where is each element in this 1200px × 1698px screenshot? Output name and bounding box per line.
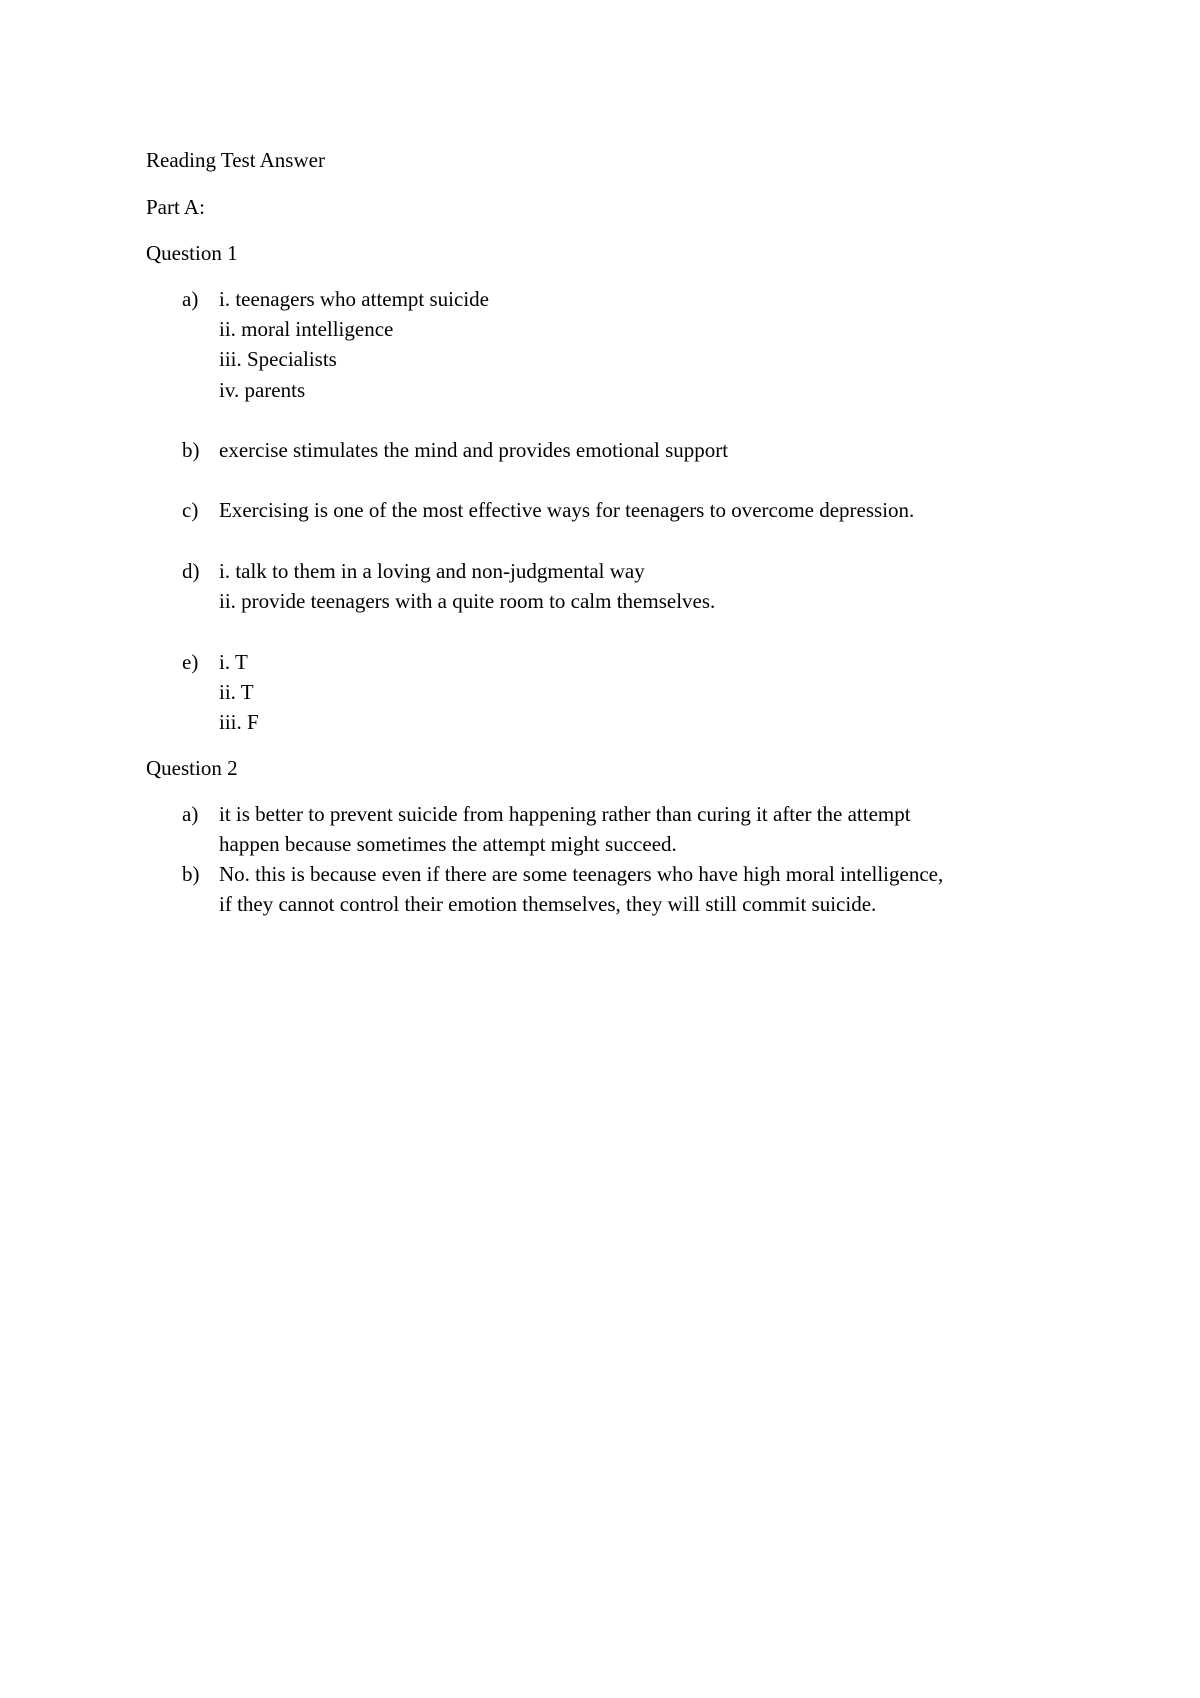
q2-a-marker: a) xyxy=(182,802,199,826)
q1-e-item-3: iii. F xyxy=(219,710,259,734)
q1-c-answer: Exercising is one of the most effective ways for teenagers to overcome depression. xyxy=(219,498,915,522)
document-title: Reading Test Answer xyxy=(146,148,325,172)
q1-b-marker: b) xyxy=(182,438,200,462)
q2-a-line-2: happen because sometimes the attempt might succeed. xyxy=(219,832,677,856)
q2-b-marker: b) xyxy=(182,862,200,886)
q1-a-item-2: ii. moral intelligence xyxy=(219,317,394,341)
q1-e-item-1: i. T xyxy=(219,650,248,674)
q2-a-line-1: it is better to prevent suicide from happening rather than curing it after the attempt xyxy=(219,802,911,826)
q1-d-item-1: i. talk to them in a loving and non-judgmental way xyxy=(219,559,645,583)
q1-d-item-2: ii. provide teenagers with a quite room to calm themselves. xyxy=(219,589,716,613)
q1-a-item-3: iii. Specialists xyxy=(219,347,337,371)
question-1-heading: Question 1 xyxy=(146,241,238,265)
q1-e-item-2: ii. T xyxy=(219,680,254,704)
q1-d-marker: d) xyxy=(182,559,200,583)
q2-b-line-1: No. this is because even if there are some teenagers who have high moral intelligence, xyxy=(219,862,944,886)
q2-b-line-2: if they cannot control their emotion themselves, they will still commit suicide. xyxy=(219,892,877,916)
part-heading: Part A: xyxy=(146,195,205,219)
q1-a-item-1: i. teenagers who attempt suicide xyxy=(219,287,489,311)
question-2-heading: Question 2 xyxy=(146,756,238,780)
q1-a-marker: a) xyxy=(182,287,199,311)
q1-e-marker: e) xyxy=(182,650,199,674)
q1-a-item-4: iv. parents xyxy=(219,378,306,402)
q1-c-marker: c) xyxy=(182,498,199,522)
q1-b-answer: exercise stimulates the mind and provides emotional support xyxy=(219,438,729,462)
